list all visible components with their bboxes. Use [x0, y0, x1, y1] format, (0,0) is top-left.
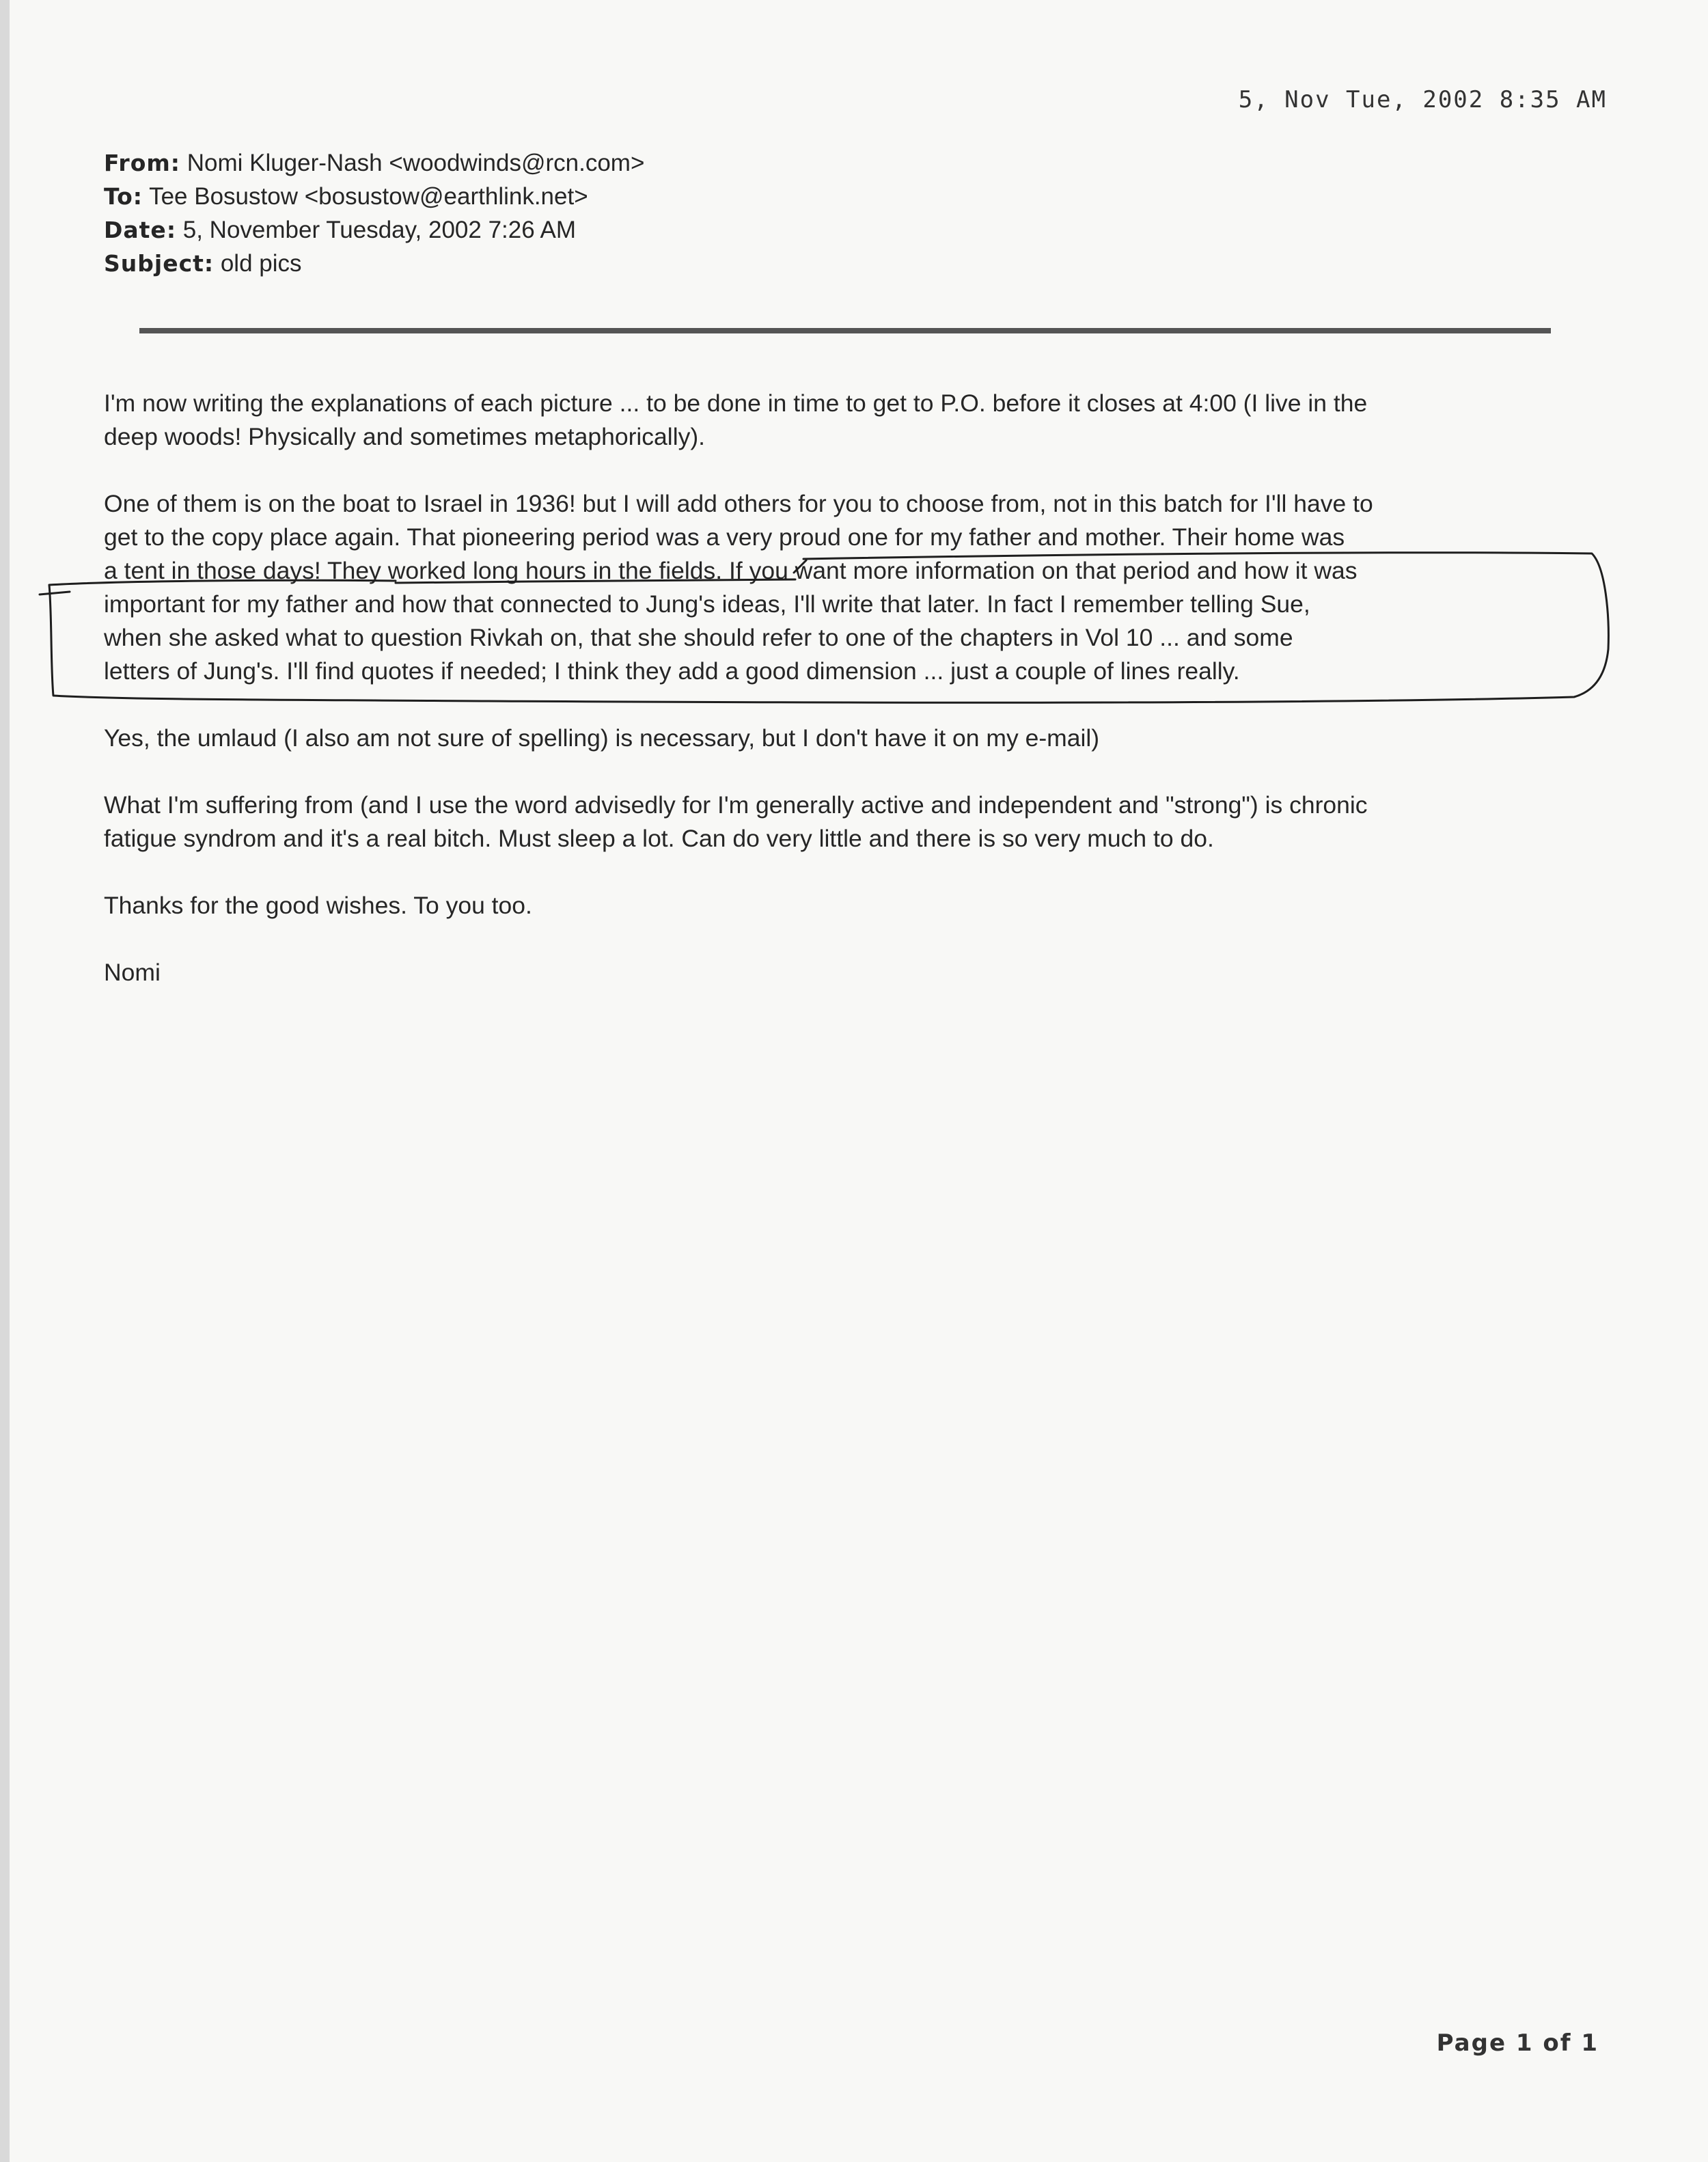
from-label: From: — [104, 150, 180, 176]
to-row — [104, 180, 1197, 213]
document-page — [10, 0, 1708, 2162]
body-line: get to the copy place again. That pioneering period was a very proud one for my father and mother. Their home was — [104, 523, 1345, 551]
signature — [104, 956, 1573, 989]
body-line: fatigue syndrom and it's a real bitch. Must sleep a lot. Can do very little and there is so very much to do. — [104, 825, 1214, 852]
pen-annotations — [10, 0, 1708, 2162]
from-value: Nomi Kluger-Nash <woodwinds@rcn.com> — [187, 150, 645, 176]
body-line: What I'm suffering from (and I use the word advisedly for I'm generally active and independent and "strong") is chronic — [104, 791, 1368, 819]
subject-value: old pics — [220, 250, 302, 277]
date-value: 5, November Tuesday, 2002 7:26 AM — [182, 217, 576, 243]
to-label: To: — [104, 183, 143, 210]
pen-tick — [40, 592, 70, 594]
body-line: One of them is on the boat to Israel in 1936! but I will add others for you to choose from, not in this batch for I'll have to — [104, 490, 1373, 517]
header-divider — [139, 328, 1551, 333]
subject-row — [104, 247, 1197, 280]
to-value: Tee Bosustow <bosustow@earthlink.net> — [149, 183, 588, 210]
paragraph-2 — [104, 487, 1573, 688]
print-timestamp: 5, Nov Tue, 2002 8:35 AM — [1238, 86, 1607, 113]
body-line: I'm now writing the explanations of each picture ... to be done in time to get to P.O. before it closes at 4:00 (I live in the — [104, 389, 1368, 417]
body-line: a tent in those days! They worked long hours in the fields. If you want more information on that period and how it was — [104, 557, 1358, 584]
signature-name: Nomi — [104, 959, 161, 986]
body-line: important for my father and how that connected to Jung's ideas, I'll write that later. In fact I remember telling Sue, — [104, 590, 1310, 618]
date-label: Date: — [104, 217, 177, 243]
from-row — [104, 146, 1197, 180]
email-header — [104, 146, 1197, 280]
body-line: Yes, the umlaud (I also am not sure of spelling) is necessary, but I don't have it on my e-mail) — [104, 724, 1100, 752]
page-number: Page 1 of 1 — [1436, 2029, 1599, 2057]
body-line: when she asked what to question Rivkah on, that she should refer to one of the chapters in Vol 10 ... and some — [104, 624, 1293, 651]
subject-label: Subject: — [104, 250, 215, 277]
paragraph-3 — [104, 722, 1573, 755]
paragraph-4 — [104, 789, 1573, 856]
body-line: Thanks for the good wishes. To you too. — [104, 892, 532, 919]
paragraph-5 — [104, 889, 1573, 922]
date-row — [104, 213, 1197, 247]
paragraph-1 — [104, 387, 1573, 454]
body-line: letters of Jung's. I'll find quotes if needed; I think they add a good dimension ... just a couple of lines really. — [104, 657, 1240, 685]
email-body — [104, 387, 1573, 1023]
body-line: deep woods! Physically and sometimes metaphorically). — [104, 423, 706, 450]
